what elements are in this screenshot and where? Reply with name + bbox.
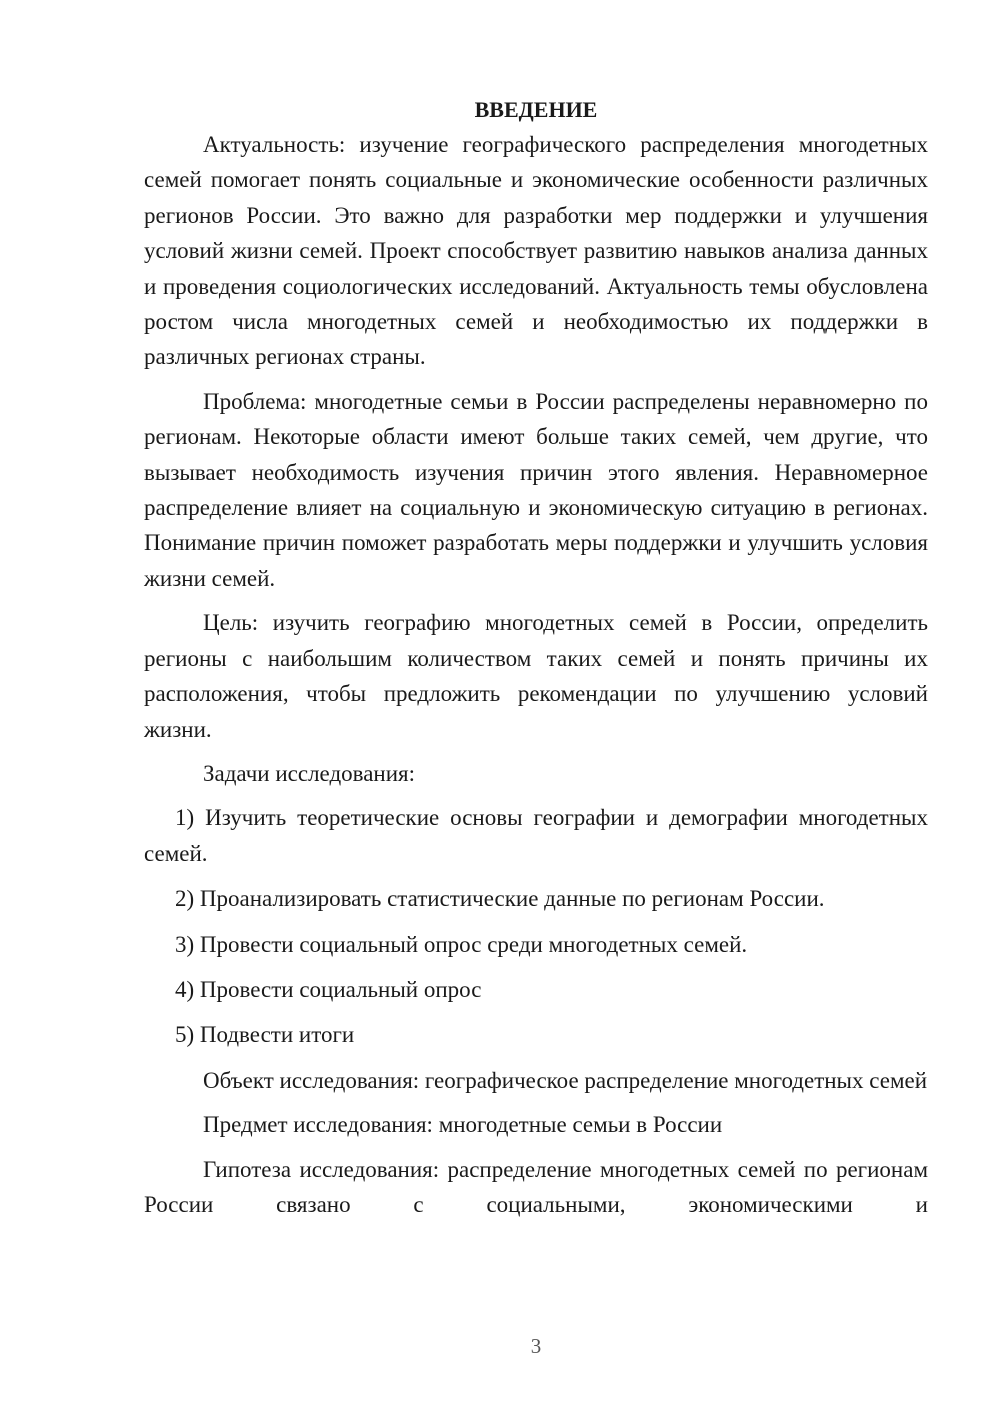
page-title: ВВЕДЕНИЕ: [474, 97, 598, 122]
task-item-1: 1) Изучить теоретические основы географии и демографии многодетных семей.: [144, 805, 928, 866]
object-paragraph: Объект исследования: географическое распределение многодетных семей: [203, 1067, 928, 1093]
subject-paragraph: Предмет исследования: многодетные семьи в России: [203, 1112, 723, 1138]
tasks-heading: Задачи исследования:: [203, 760, 416, 786]
task-item-2: 2) Проанализировать статистические данные по регионам России.: [175, 886, 825, 912]
relevance-paragraph: Актуальность: изучение географического распределения многодетных семей помогает понять социальные и экономические особенности различных регионов России. Это важно для разработки мер поддержки и улучшения условий жизни семей. Проект способствует развитию навыков анализа данных и проведения социологических исследований. Актуальность темы обусловлена ростом числа многодетных семей и необходимостью их поддержки в различных регионах страны.: [144, 132, 928, 370]
goal-paragraph: Цель: изучить географию многодетных семей в России, определить регионы с наибольшим количеством таких семей и понять причины их расположения, чтобы предложить рекомендации по улучшению условий жизни.: [144, 610, 928, 742]
problem-paragraph: Проблема: многодетные семьи в России распределены неравномерно по регионам. Некоторые области имеют больше таких семей, чем другие, что вызывает необходимость изучения причин этого явления. Неравномерное распределение влияет на социальную и экономическую ситуацию в регионах. Понимание причин поможет разработать меры поддержки и улучшить условия жизни семей.: [144, 388, 928, 591]
task-item-4: 4) Провести социальный опрос: [175, 976, 482, 1002]
hypothesis-paragraph: Гипотеза исследования: распределение многодетных семей по регионам России связано с социальными, экономическими и: [144, 1156, 928, 1217]
page-number: 3: [530, 1334, 542, 1358]
document-page: [144, 92, 928, 1231]
task-item-3: 3) Провести социальный опрос среди многодетных семей.: [175, 931, 748, 957]
task-item-5: 5) Подвести итоги: [175, 1022, 355, 1048]
